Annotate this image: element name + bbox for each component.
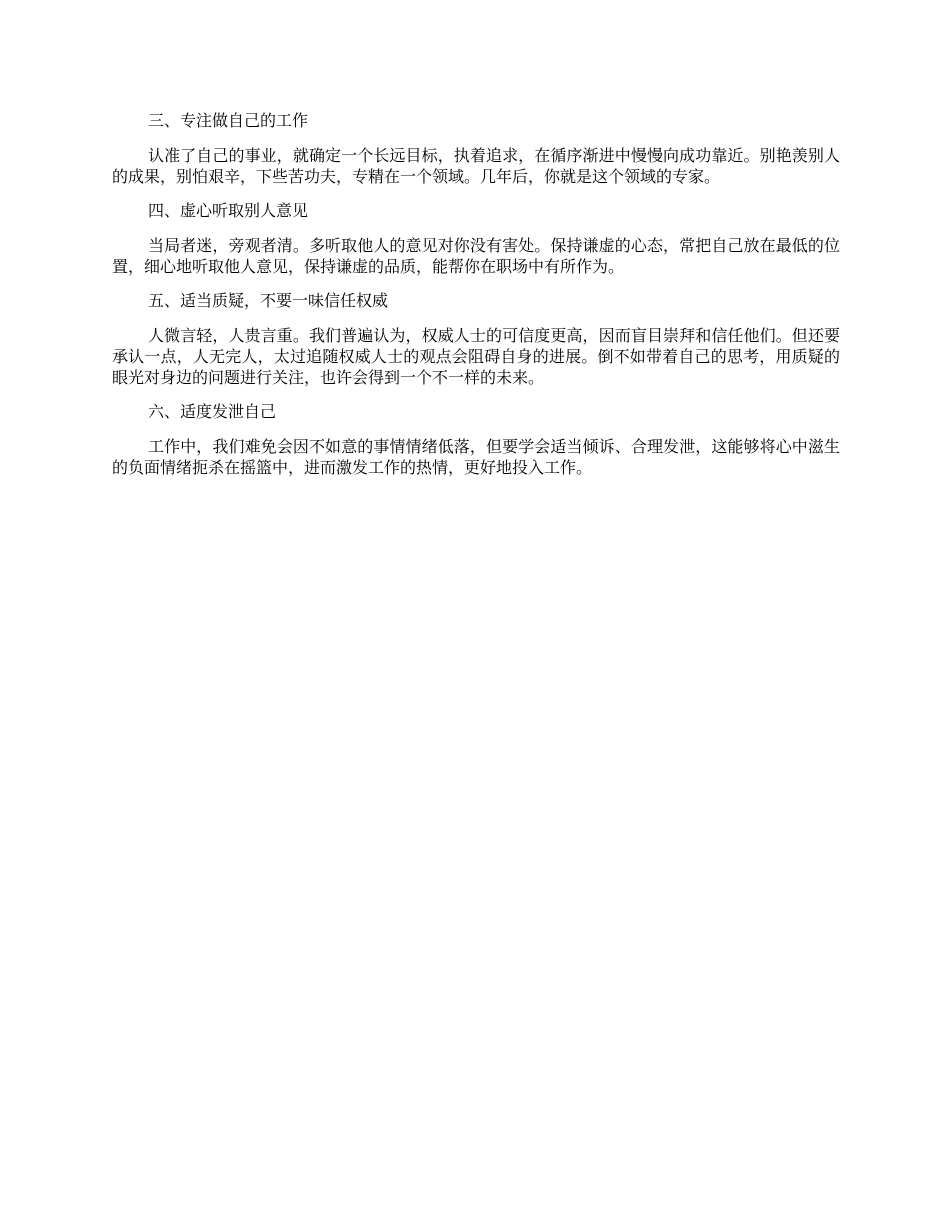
section-body-6: 工作中，我们难免会因不如意的事情情绪低落，但要学会适当倾诉、合理发泄，这能够将心中滋生的负面情绪扼杀在摇篮中，进而激发工作的热情，更好地投入工作。 xyxy=(112,437,840,477)
section-heading-4: 四、虚心听取别人意见 xyxy=(148,201,309,220)
section-body-5: 人微言轻，人贵言重。我们普遍认为，权威人士的可信度更高，因而盲目崇拜和信任他们。但还要承认一点，人无完人，太过追随权威人士的观点会阻碍自身的进展。倒不如带着自己的思考，用质疑的眼光对身边的问题进行关注，也许会得到一个不一样的未来。 xyxy=(112,326,840,387)
section-heading-5: 五、适当质疑，不要一味信任权威 xyxy=(148,291,389,310)
document-page xyxy=(112,110,840,491)
section-heading-6: 六、适度发泄自己 xyxy=(148,402,277,421)
section-body-4: 当局者迷，旁观者清。多听取他人的意见对你没有害处。保持谦虚的心态，常把自己放在最低的位置，细心地听取他人意见，保持谦虚的品质，能帮你在职场中有所作为。 xyxy=(112,236,840,276)
section-heading-3: 三、专注做自己的工作 xyxy=(148,111,309,130)
section-body-3: 认准了自己的事业，就确定一个长远目标，执着追求，在循序渐进中慢慢向成功靠近。别艳羡别人的成果，别怕艰辛，下些苦功夫，专精在一个领域。几年后，你就是这个领域的专家。 xyxy=(112,146,840,186)
